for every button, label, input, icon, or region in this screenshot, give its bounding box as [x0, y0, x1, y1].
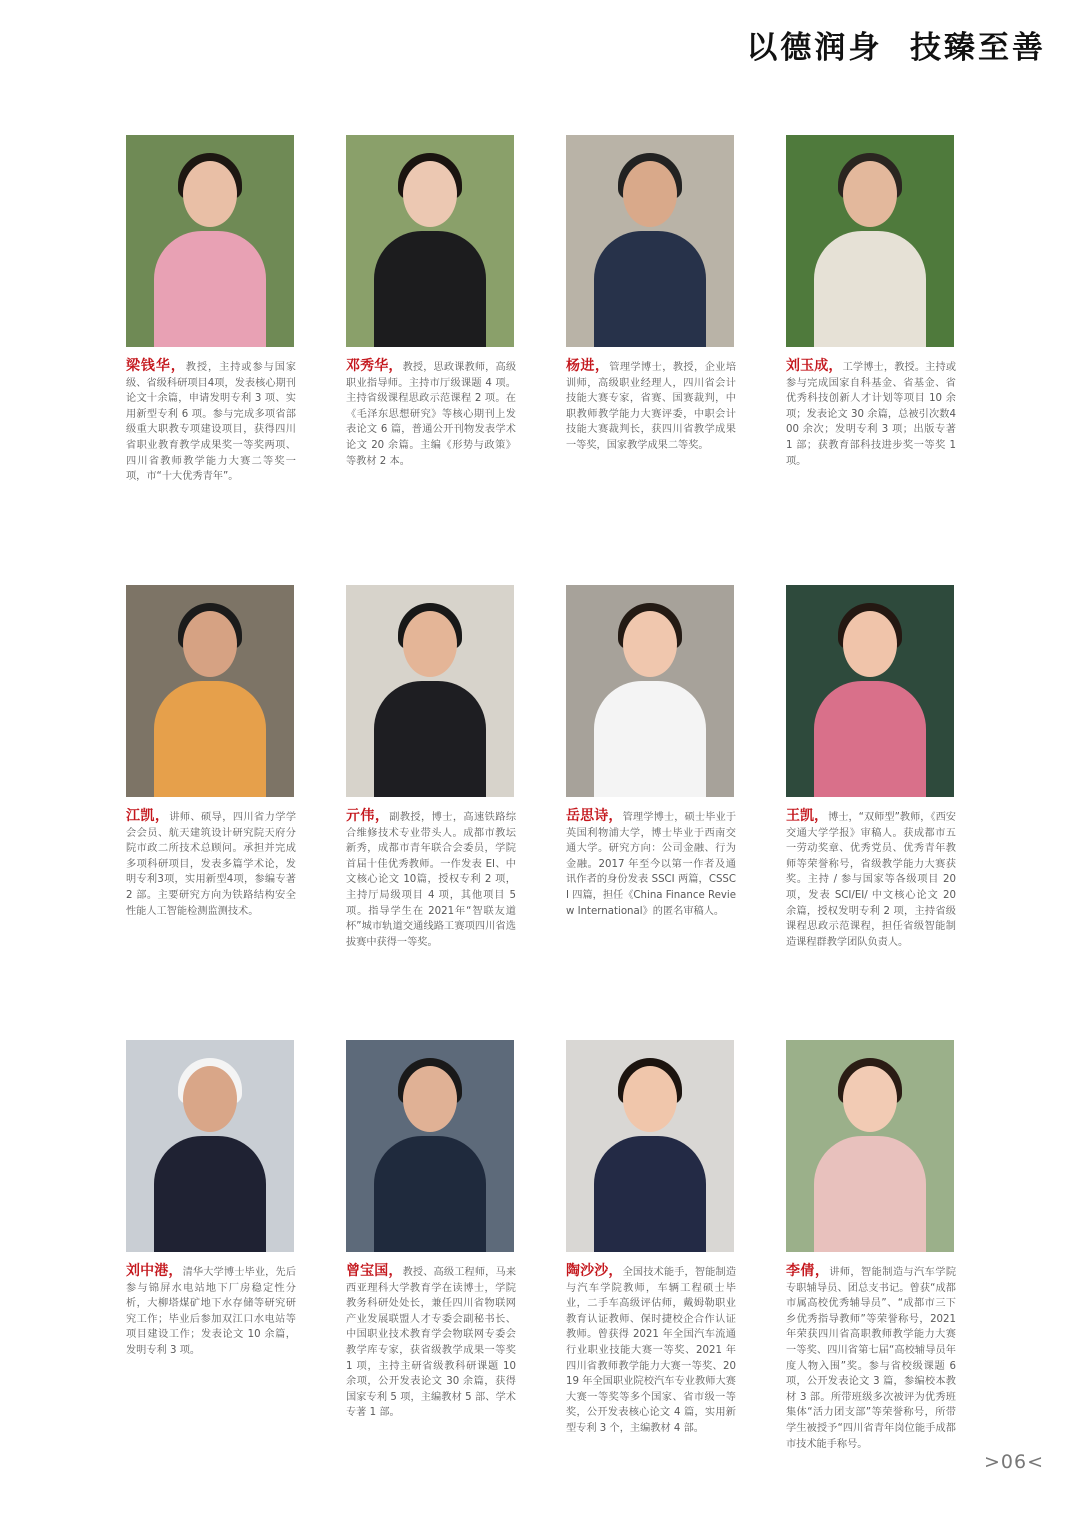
faculty-card [786, 1040, 956, 1452]
faculty-bio-text: 博士，“双师型”教师，《西安交通大学学报》审稿人。获成都市五一劳动奖章、优秀党员、优秀青年教师等荣誉称号，省级教学能力大赛获奖。主持 / 参与国家等各级项目 20 项，发表 SCI/EI/ 中文核心论文 20 余篇，授权发明专利 2 项，主持省级课程思政示范课程，担任省级智能制造课程群教学团队负责人。 [786, 812, 956, 948]
faculty-name: 江凯， [126, 808, 170, 824]
photo-figure-head [843, 1066, 897, 1132]
faculty-name: 亓伟， [346, 808, 390, 824]
faculty-bio [566, 1264, 736, 1437]
photo-figure-body [594, 231, 706, 347]
faculty-card [786, 135, 956, 469]
faculty-bio [346, 359, 516, 469]
faculty-bio [346, 809, 516, 950]
photo-figure-head [183, 611, 237, 677]
header-motto: 以德润身 技臻至善 [746, 30, 1046, 66]
photo-figure-head [843, 611, 897, 677]
faculty-bio-text: 讲师，智能制造与汽车学院专职辅导员、团总支书记。曾获“成都市属高校优秀辅导员”、“成都市三下乡优秀指导教师”等荣誉称号，2021 年荣获四川省高职教师教学能力大赛一等奖、四川省第七届“高校辅导员年度人物入围”奖。参与省校级课题 6 项，公开发表论文 3 篇，参编校本教材 3 部。所带班级多次被评为优秀班集体“活力团支部”等荣誉称号，所带学生被授予“四川省青年岗位能手成都市技术能手称号。 [786, 1267, 957, 1450]
faculty-card [566, 585, 736, 919]
faculty-bio [126, 809, 296, 919]
faculty-name: 岳思诗， [566, 808, 623, 824]
photo-figure-body [814, 681, 926, 797]
faculty-bio [566, 809, 736, 919]
photo-figure-head [183, 161, 237, 227]
faculty-bio [346, 1264, 516, 1421]
photo-figure-body [594, 1136, 706, 1252]
photo-figure-head [623, 1066, 677, 1132]
faculty-bio [126, 359, 296, 485]
photo-figure-head [623, 611, 677, 677]
faculty-bio [566, 359, 736, 454]
faculty-name: 陶沙沙， [566, 1263, 623, 1279]
photo-figure-body [374, 1136, 486, 1252]
faculty-name: 杨进， [566, 358, 610, 374]
faculty-name: 刘玉成， [786, 358, 843, 374]
photo-figure-head [403, 1066, 457, 1132]
faculty-bio [126, 1264, 296, 1359]
faculty-bio-text: 教授，主持或参与国家级、省级科研项目4项，发表核心期刊论文十余篇，申请发明专利 3 项、实用新型专利 6 项。参与完成多项省部级重大职教专项建设项目，获得四川省职业教育教学成果奖一等奖两项、四川省教师教学能力大赛二等奖一项，市“十大优秀青年”。 [126, 362, 297, 483]
faculty-bio [786, 1264, 956, 1452]
faculty-name: 邓秀华， [346, 358, 403, 374]
faculty-card [126, 585, 296, 919]
faculty-bio-text: 管理学博士，教授，企业培训师，高级职业经理人，四川省会计技能大赛专家，省赛、国赛裁判，中职教师教学能力大赛评委，中职会计技能大赛裁判长，获四川省教学成果一等奖，国家教学成果二等奖。 [566, 362, 737, 451]
faculty-photo [566, 1040, 734, 1252]
photo-figure-head [843, 161, 897, 227]
faculty-card [786, 585, 956, 950]
faculty-photo [786, 1040, 954, 1252]
photo-figure-body [374, 681, 486, 797]
faculty-name: 刘中港， [126, 1263, 183, 1279]
faculty-bio [786, 809, 956, 950]
faculty-photo [346, 1040, 514, 1252]
faculty-bio-text: 全国技术能手，智能制造与汽车学院教师，车辆工程硕士毕业，二手车高级评估师，戴姆勒职业教育认证教师、保时捷校企合作认证教师。曾获得 2021 年全国汽车流通行业职业技能大赛一等奖、2021 年四川省教师教学能力大赛一等奖、2019 年全国职业院校汽车专业教师大赛大赛一等奖等多个国家、省市级一等奖，公开发表核心论文 4 篇，实用新型专利 3 个，主编教材 4 部。 [566, 1267, 737, 1434]
faculty-photo [126, 1040, 294, 1252]
photo-figure-head [183, 1066, 237, 1132]
faculty-photo [786, 135, 954, 347]
faculty-card [126, 1040, 296, 1359]
faculty-card [346, 585, 516, 950]
faculty-photo [566, 585, 734, 797]
faculty-photo [126, 135, 294, 347]
faculty-bio [786, 359, 956, 469]
faculty-photo [126, 585, 294, 797]
faculty-card [566, 1040, 736, 1437]
photo-figure-head [623, 161, 677, 227]
faculty-bio-text: 讲师、硕导，四川省力学学会会员、航天建筑设计研究院天府分院市政二所技术总顾问。承担并完成多项科研项目，发表多篇学术论，发明专利3项，实用新型4项，参编专著 2 部。主要研究方向为铁路结构安全性能人工智能检测监测技术。 [126, 812, 297, 917]
faculty-name: 王凯， [786, 808, 829, 824]
faculty-bio-text: 教授，思政课教师，高级职业指导师。主持市厅级课题 4 项。主持省级课程思政示范课程 2 项。在《毛泽东思想研究》等核心期刊上发表论文 6 篇，普通公开刊物发表学术论文 20 余篇。主编《形势与政策》等教材 2 本。 [346, 362, 517, 467]
photo-figure-body [154, 1136, 266, 1252]
faculty-card [126, 135, 296, 485]
photo-figure-body [814, 231, 926, 347]
faculty-name: 曾宝国， [346, 1263, 403, 1279]
faculty-photo [346, 135, 514, 347]
photo-figure-head [403, 161, 457, 227]
faculty-photo [346, 585, 514, 797]
photo-figure-head [403, 611, 457, 677]
faculty-card [346, 135, 516, 469]
faculty-photo [786, 585, 954, 797]
photo-figure-body [374, 231, 486, 347]
faculty-photo [566, 135, 734, 347]
faculty-bio-text: 副教授，博士，高速铁路综合维修技术专业带头人。成都市教坛新秀，成都市青年联合会委员，学院首届十佳优秀教师。一作发表 EI、中文核心论文 10篇，授权专利 2 项，主持厅局级项目 4 项，其他项目 5 项。指导学生在 2021年“智联友道杯”城市轨道交通线路工赛项四川省选拔赛中获得一等奖。 [346, 812, 517, 948]
faculty-card [566, 135, 736, 454]
photo-figure-body [594, 681, 706, 797]
faculty-name: 李倩， [786, 1263, 830, 1279]
faculty-name: 梁钱华， [126, 358, 186, 374]
faculty-bio-text: 管理学博士，硕士毕业于英国利物浦大学，博士毕业于西南交通大学。研究方向：公司金融、行为金融。2017 年至今以第一作者及通讯作者的身份发表 SSCI 两篇，CSSCI 四篇，担任《China Finance Review International》的匿名审稿人。 [566, 812, 737, 917]
photo-figure-body [154, 681, 266, 797]
photo-figure-body [154, 231, 266, 347]
faculty-bio-text: 工学博士，教授。主持或参与完成国家自科基金、省基金、省优秀科技创新人才计划等项目 10 余项；发表论文 30 余篇，总被引次数400 余次；发明专利 3 项；出版专著 1 部；获教育部科技进步奖一等奖 1 项。 [786, 362, 957, 467]
photo-figure-body [814, 1136, 926, 1252]
page-number: >06< [983, 1451, 1044, 1473]
faculty-bio-text: 清华大学博士毕业，先后参与锦屏水电站地下厂房稳定性分析，大柳塔煤矿地下水存储等研究研究工作；毕业后参加双江口水电站等项目建设工作；发表论文 10 余篇，发明专利 3 项。 [126, 1267, 297, 1356]
faculty-card [346, 1040, 516, 1421]
faculty-bio-text: 教授、高级工程师，马来西亚理科大学教育学在读博士，学院教务科研处处长，兼任四川省物联网产业发展联盟人才专委会副秘书长、中国职业技术教育学会物联网专委会教学库专家，获省级教学成果一等奖 1 项，主持主研省级教科研课题 10 余项，公开发表论文 30 余篇，获得国家专利 5 项，主编教材 5 部、学术专著 1 部。 [346, 1267, 517, 1419]
